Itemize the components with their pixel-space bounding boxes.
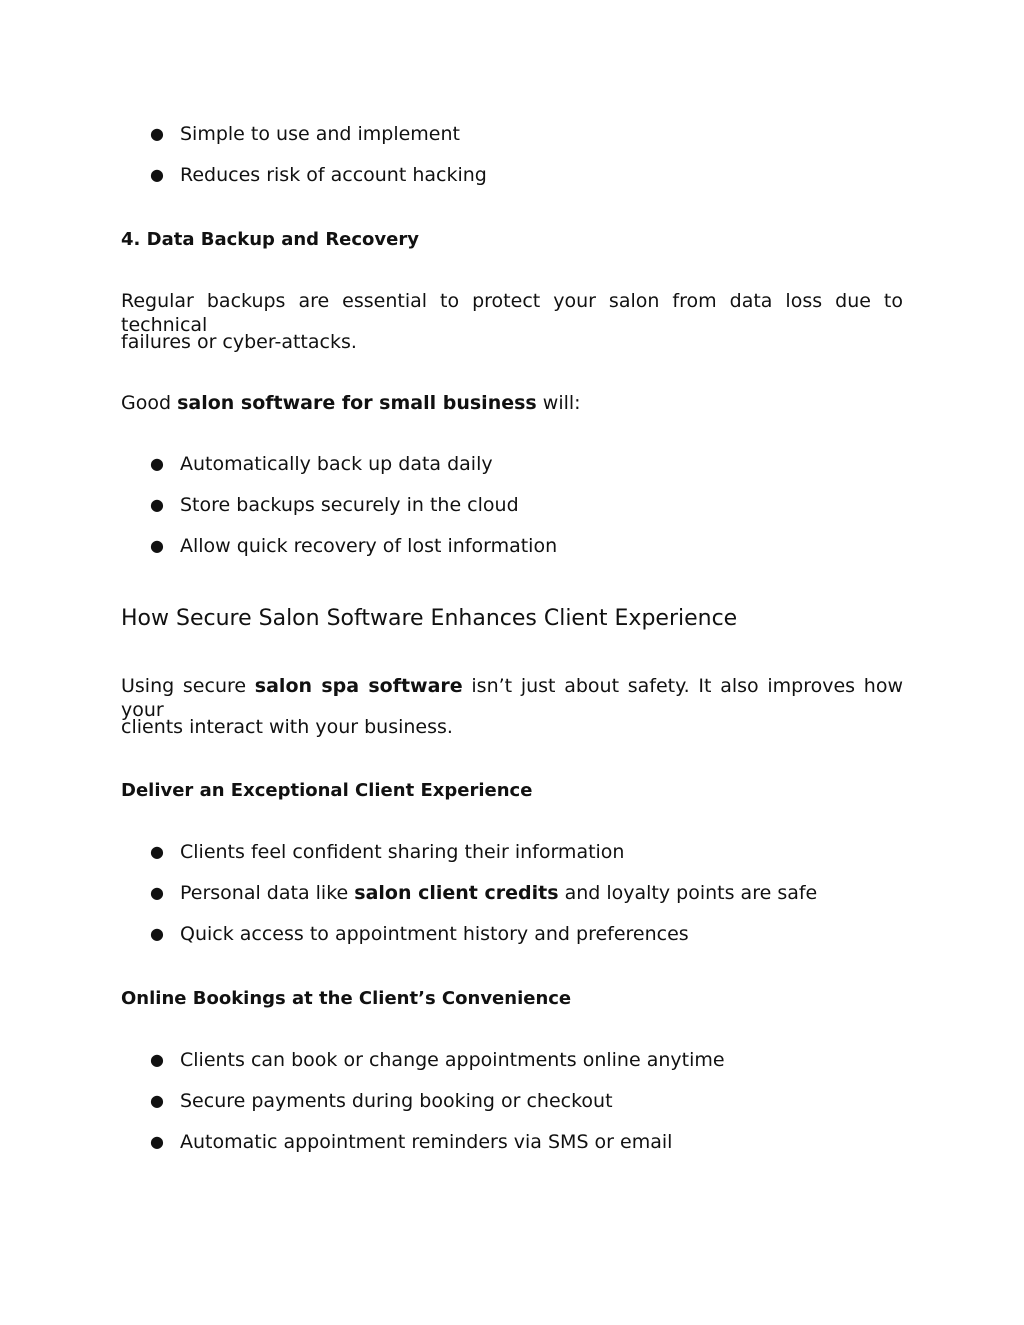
list-item: ● Personal data like salon client credits and loyalty points are safe (150, 882, 818, 904)
paragraph-line: clients interact with your business. (121, 716, 453, 738)
bullet-icon: ● (150, 165, 164, 184)
paragraph-line: Regular backups are essential to protect your salon from data loss due to technical (121, 290, 903, 336)
bullet-icon: ● (150, 454, 164, 473)
paragraph-line: Good salon software for small business will: (121, 392, 581, 414)
list-item: ● Clients feel confident sharing their information (150, 841, 625, 863)
bullet-icon: ● (150, 924, 164, 943)
bullet-icon: ● (150, 536, 164, 555)
bold-phrase: salon spa software (254, 675, 463, 697)
list-item: ● Secure payments during booking or checkout (150, 1090, 613, 1112)
list-item: ● Quick access to appointment history and preferences (150, 923, 689, 945)
paragraph-line: failures or cyber-attacks. (121, 331, 357, 353)
list-item: ● Reduces risk of account hacking (150, 164, 487, 186)
list-item: ● Allow quick recovery of lost information (150, 535, 558, 557)
bold-phrase: salon client credits (354, 882, 559, 904)
bullet-icon: ● (150, 495, 164, 514)
list-item: ● Automatic appointment reminders via SMS or email (150, 1131, 673, 1153)
section-title: How Secure Salon Software Enhances Client Experience (121, 606, 738, 631)
list-item: ● Automatically back up data daily (150, 453, 493, 475)
bold-phrase: salon software for small business (177, 392, 537, 414)
bullet-icon: ● (150, 1050, 164, 1069)
bullet-icon: ● (150, 883, 164, 902)
section-heading: Online Bookings at the Client’s Convenience (121, 988, 572, 1009)
bullet-icon: ● (150, 1132, 164, 1151)
list-item: ● Clients can book or change appointments online anytime (150, 1049, 725, 1071)
bullet-icon: ● (150, 124, 164, 143)
list-item: ● Simple to use and implement (150, 123, 460, 145)
section-heading: Deliver an Exceptional Client Experience (121, 780, 533, 801)
list-item: ● Store backups securely in the cloud (150, 494, 519, 516)
bullet-icon: ● (150, 842, 164, 861)
paragraph-line: Using secure salon spa software isn’t just about safety. It also improves how your (121, 675, 903, 721)
bullet-icon: ● (150, 1091, 164, 1110)
section-heading: 4. Data Backup and Recovery (121, 229, 419, 250)
